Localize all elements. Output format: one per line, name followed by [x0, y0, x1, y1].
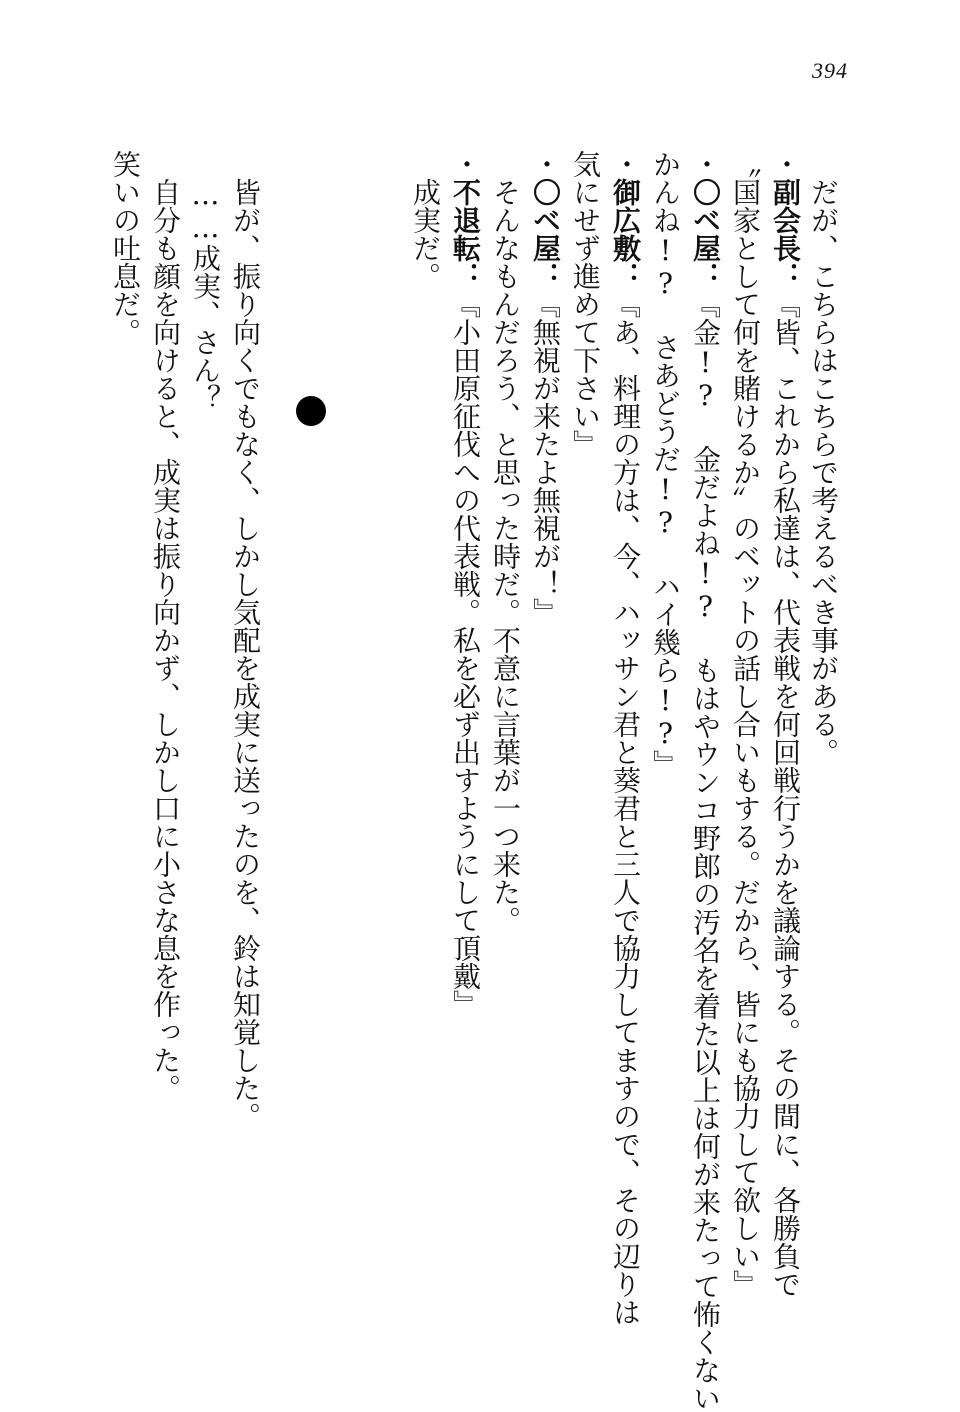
- text-column: [806, 178, 840, 1358]
- column-text: 『無視が来たよ無視が！』: [529, 290, 562, 626]
- dialogue-column: [528, 150, 562, 1330]
- speaker-name: 不退転：: [449, 178, 482, 290]
- bullet-marker: ・: [449, 150, 482, 178]
- speaker-name: 御広敷：: [609, 178, 642, 290]
- column-text: 自分も顔を向けると、成実は振り向かず、しかし口に小さな息を作った。: [149, 178, 182, 1102]
- column-text: ……成実、さん？: [189, 178, 222, 412]
- column-text: 『小田原征伐への代表戦。私を必ず出すようにして頂戴』: [449, 290, 482, 1018]
- column-text: 『金!? 金だよね!? もはやウンコ野郎の汚名を着た以上は何が来たって怖くない: [689, 290, 722, 1412]
- text-column: [728, 150, 762, 1330]
- column-text: 『皆、これから私達は、代表戦を何回戦行うかを議論する。その間に、各勝負で: [769, 290, 802, 1298]
- dialogue-column: [768, 150, 802, 1330]
- bullet-marker: ・: [769, 150, 802, 178]
- text-column: [228, 178, 262, 1358]
- text-column: [108, 150, 142, 1330]
- text-column: [148, 178, 182, 1358]
- dialogue-column: [688, 150, 722, 1412]
- column-text: 気にせず進めて下さい』: [569, 150, 602, 458]
- dialogue-column: [608, 150, 642, 1330]
- column-text: かんね!? さあどうだ!? ハイ幾ら!?』: [649, 150, 682, 778]
- column-text: 皆が、振り向くでもなく、しかし気配を成実に送ったのを、鈴は知覚した。: [229, 178, 262, 1130]
- column-text: だが、こちらはこちらで考えるべき事がある。: [807, 178, 840, 766]
- column-text: 『あ、料理の方は、今、ハッサン君と葵君と三人で協力してますので、その辺りは: [609, 290, 642, 1326]
- dialogue-column: [448, 150, 482, 1330]
- speaker-name: 副会長：: [769, 178, 802, 290]
- text-column: [188, 178, 222, 1358]
- text-column: [568, 150, 602, 1330]
- speaker-name: 〇ベ屋：: [689, 178, 722, 290]
- bullet-marker: ・: [529, 150, 562, 178]
- text-column: [648, 150, 682, 1330]
- page-number: 394: [812, 58, 848, 83]
- speaker-name: 〇ベ屋：: [529, 178, 562, 290]
- column-text: 〝国家として何を賭けるか〟のベットの話し合いもする。だから、皆にも協力して欲しい』: [729, 150, 762, 1298]
- column-text: そんなもんだろう、と思った時だ。不意に言葉が一つ来た。: [489, 178, 522, 934]
- text-column: [488, 178, 522, 1358]
- column-text: 笑いの吐息だ。: [109, 150, 142, 346]
- text-column: [408, 178, 442, 1358]
- scene-break-dot: [296, 396, 326, 426]
- column-text: 成実だ。: [409, 178, 442, 290]
- bullet-marker: ・: [689, 150, 722, 178]
- bullet-marker: ・: [609, 150, 642, 178]
